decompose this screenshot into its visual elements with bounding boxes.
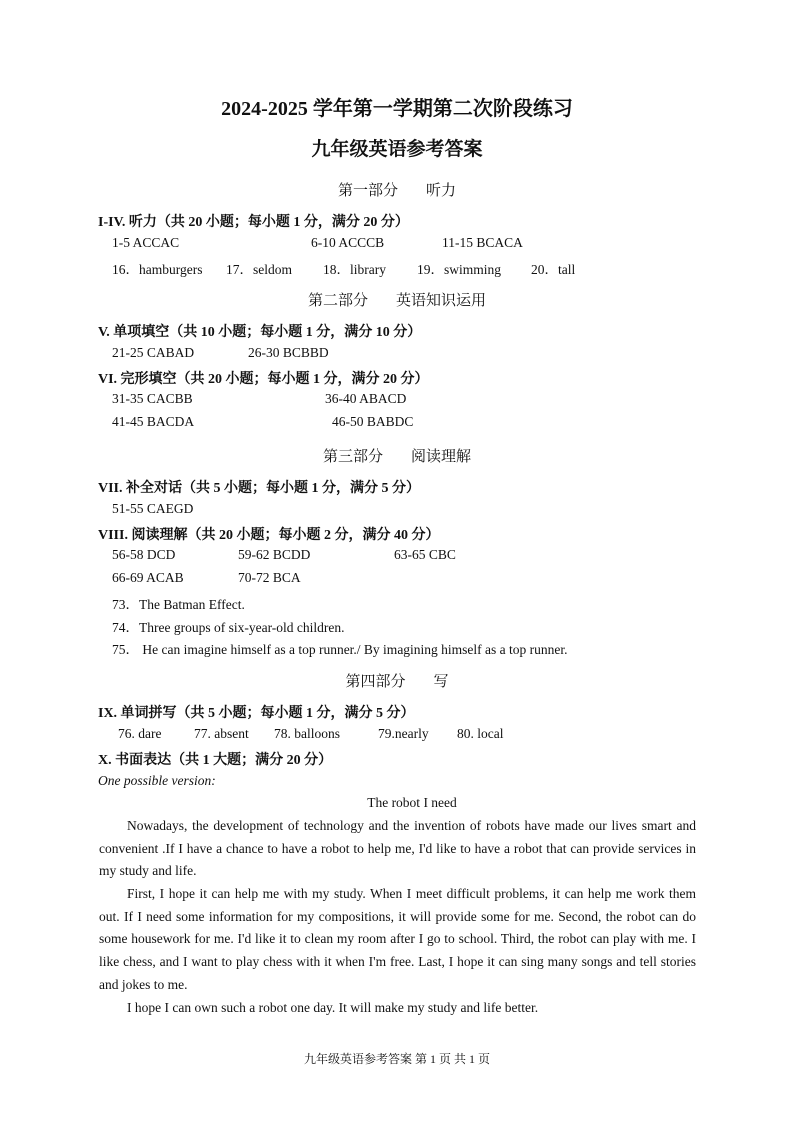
answer-74: 74．Three groups of six-year-old children. [112,620,345,635]
answer-78: 78. balloons [274,726,340,741]
part1-name: 听力 [426,183,457,199]
section-reading-title: VIII. 阅读理解（共 20 小题；每小题 2 分，满分 40 分） [98,528,440,543]
answer-11-15: 11-15 BCACA [442,235,523,250]
answer-31-35: 31-35 CACBB [112,391,193,406]
essay-title: The robot I need [367,795,457,810]
answer-17: 17．seldom [226,262,292,277]
part3-name: 阅读理解 [411,449,472,465]
possible-version-note: One possible version: [98,773,216,788]
section-listening-title: I-IV. 听力（共 20 小题；每小题 1 分，满分 20 分） [98,215,409,230]
section-cloze-title: VI. 完形填空（共 20 小题；每小题 1 分，满分 20 分） [98,372,429,387]
answer-18: 18．library [323,262,386,277]
answer-41-45: 41-45 BACDA [112,414,195,429]
answer-20: 20．tall [531,262,576,277]
part4-heading [0,670,794,691]
answer-76: 76. dare [118,726,162,741]
part3-heading [0,445,794,466]
part2-number: 第二部分 [307,293,368,309]
answer-80: 80. local [457,726,504,741]
answer-26-30: 26-30 BCBBD [248,345,329,360]
answer-51-55: 51-55 CAEGD [112,501,194,516]
answer-6-10: 6-10 ACCCB [311,235,385,250]
answer-59-62: 59-62 BCDD [238,547,311,562]
essay-paragraph-1: Nowadays, the development of technology and the invention of robots have made our lives smart and convenient .If I have a chance to have a robot to help me, I'd like to have a robot that can provide services in my study and life. [99,818,696,879]
answer-77: 77. absent [194,726,249,741]
part4-number: 第四部分 [345,674,406,690]
part4-name: 写 [433,674,449,690]
part2-name: 英语知识运用 [396,293,487,309]
answer-70-72: 70-72 BCA [238,570,301,585]
answer-75: 75． He can imagine himself as a top runner./ By imagining himself as a top runner. [112,642,568,657]
section-writing-title: X. 书面表达（共 1 大题；满分 20 分） [98,753,333,768]
answer-79: 79.nearly [378,726,429,741]
answer-1-5: 1-5 ACCAC [112,235,180,250]
page-footer: 九年级英语参考答案 第 1 页 共 1 页 [303,1052,490,1066]
essay-paragraph-3: I hope I can own such a robot one day. It will make my study and life better. [127,1000,539,1015]
part2-heading [0,289,794,310]
page-subtitle: 九年级英语参考答案 [311,139,483,160]
answer-16: 16．hamburgers [112,262,203,277]
answer-46-50: 46-50 BABDC [332,414,414,429]
part1-number: 第一部分 [337,183,398,199]
answer-56-58: 56-58 DCD [112,547,176,562]
section-dialogue-title: VII. 补全对话（共 5 小题；每小题 1 分，满分 5 分） [98,481,421,496]
part3-number: 第三部分 [322,449,383,465]
page-title: 2024-2025 学年第一学期第二次阶段练习 [221,98,573,120]
section-spelling-title: IX. 单词拼写（共 5 小题；每小题 1 分，满分 5 分） [98,706,415,721]
answer-73: 73．The Batman Effect. [112,597,245,612]
essay-paragraph-2: First, I hope it can help me with my study. When I meet difficult problems, it can help me work them out. If I need some information for my compositions, it will provide some for me. Second, the robot can do some housework for me. I'd like it to clean my room after I go to school. Third, the robot can play with me. I like chess, and I want to play chess with it when I'm free. Last, I hope it can sing many songs and tell stories and jokes to me. [99,886,696,992]
part1-heading [0,179,794,200]
answer-36-40: 36-40 ABACD [325,391,407,406]
answer-21-25: 21-25 CABAD [112,345,195,360]
answer-19: 19．swimming [417,262,502,277]
answer-66-69: 66-69 ACAB [112,570,184,585]
answer-63-65: 63-65 CBC [394,547,456,562]
section-single-choice-title: V. 单项填空（共 10 小题；每小题 1 分，满分 10 分） [98,325,422,340]
